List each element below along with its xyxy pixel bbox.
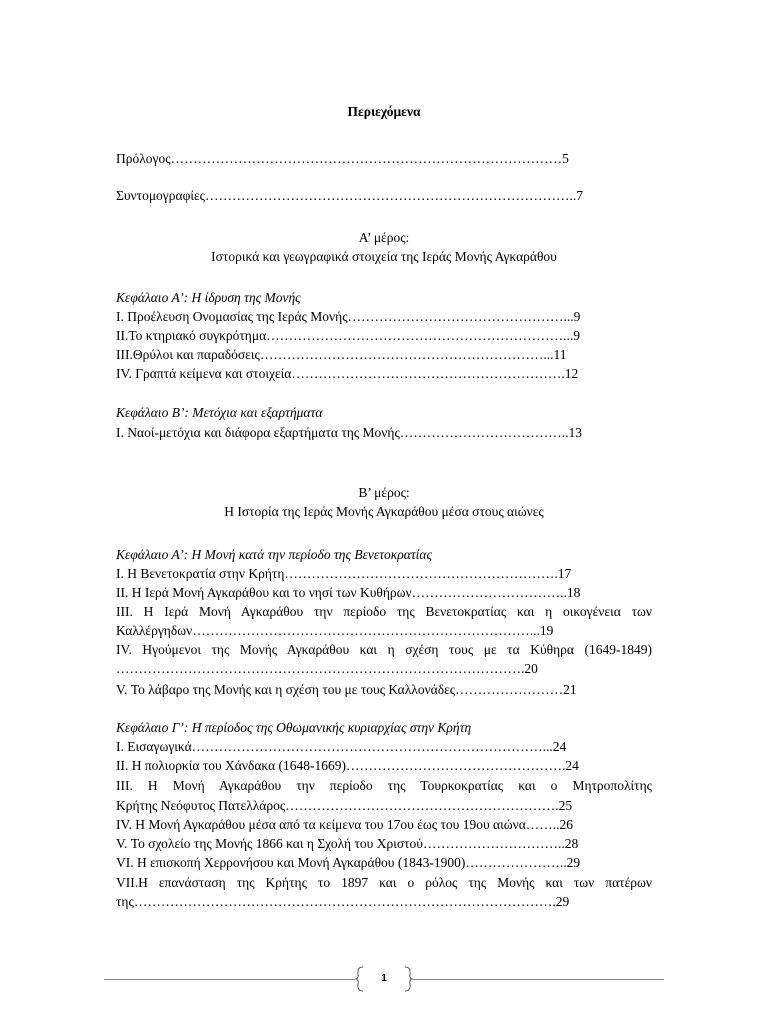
left-brace-icon — [355, 966, 365, 992]
toc-entry: ΙΙ.Το κτηριακό συγκρότημα…………………………………………………………...9 — [116, 328, 581, 343]
toc-entry: Ι. Ναοί-μετόχια και διάφορα εξαρτήματα της Μονής………………………………..13 — [116, 425, 583, 440]
toc-entry: ΙΙΙ. Η Ιερά Μονή Αγκαράθου την περίοδο της Βενετοκρατίας και η οικογένεια των — [116, 604, 652, 619]
part-a-heading: Α’ μέρος: — [358, 230, 410, 245]
footer-rule-left — [104, 979, 355, 980]
page-title: Περιεχόμενα — [347, 104, 421, 119]
toc-entry: V. Το λάβαρο της Μονής και η σχέση του με τους Καλλονάδες……………………21 — [116, 682, 577, 697]
part-b-subtitle: Η Ιστορία της Ιεράς Μονής Αγκαράθου μέσα στους αιώνες — [224, 504, 544, 519]
toc-entry: IV. Ηγούμενοι της Μονής Αγκαράθου και η σχέση τους με τα Κύθηρα (1649-1849) — [116, 642, 652, 657]
toc-entry: ΙΙΙ.Θρύλοι και παραδόσεις………………………………………………………...11 — [116, 347, 567, 362]
page-number: 1 — [381, 973, 387, 984]
toc-entry: Ι. Εισαγωγικά……………………………………………………………………...24 — [116, 739, 567, 754]
chapter-b1-title: Κεφάλαιο Α’: Η Μονή κατά την περίοδο της Βενετοκρατίας — [116, 547, 432, 562]
chapter-a1-title: Κεφάλαιο Α’: Η ίδρυση της Μονής — [116, 290, 301, 305]
toc-entry: ΙΙ. Η πολιορκία του Χάνδακα (1648-1669)………………………………………….24 — [116, 758, 579, 773]
chapter-b3-title: Κεφάλαιο Γ’: Η περίοδος της Οθωμανικής κυριαρχίας στην Κρήτη — [116, 720, 472, 735]
part-b-heading: Β’ μέρος: — [358, 485, 410, 500]
footer-rule-right — [413, 979, 664, 980]
toc-entry: VI. Η επισκοπή Χερρονήσου και Μονή Αγκαράθου (1843-1900)…………………..29 — [116, 855, 581, 870]
toc-entry: Ι. Η Βενετοκρατία στην Κρήτη…………………………………………………….17 — [116, 566, 572, 581]
toc-entry-abbreviations: Συντομογραφίες………………………………………………………………………..7 — [116, 188, 584, 203]
toc-entry: Καλλέργηδων…………………………………………………………………...19 — [116, 623, 554, 638]
part-a-subtitle: Ιστορικά και γεωγραφικά στοιχεία της Ιεράς Μονής Αγκαράθου — [211, 249, 557, 264]
toc-entry: Ι. Προέλευση Ονομασίας της Ιεράς Μονής…………………………………………...9 — [116, 309, 581, 324]
toc-entry: IV. Η Μονή Αγκαράθου μέσα από τα κείμενα του 17ου έως του 19ου αιώνα……..26 — [116, 817, 574, 832]
toc-entry: Κρήτης Νεόφυτος Πατελλάρος…………………………………………………….25 — [116, 798, 573, 813]
toc-entry: IV. Γραπτά κείμενα και στοιχεία…………………………………………………….12 — [116, 366, 579, 381]
toc-entry-prologue: Πρόλογος……………………………………………………………………………5 — [116, 151, 569, 166]
toc-entry: ……………………………………………………………………………….20 — [116, 661, 538, 676]
right-brace-icon — [403, 966, 413, 992]
chapter-a2-title: Κεφάλαιο Β’: Μετόχια και εξαρτήματα — [116, 405, 323, 420]
toc-entry: της………………………………………………………………………………….29 — [116, 894, 570, 909]
toc-entry: V. Το σχολείο της Μονής 1866 και η Σχολή του Χριστού…………………………..28 — [116, 836, 579, 851]
toc-entry: ΙΙΙ. Η Μονή Αγκαράθου την περίοδο της Τουρκοκρατίας και ο Μητροπολίτης — [116, 778, 652, 793]
toc-entry: ΙΙ. Η Ιερά Μονή Αγκαράθου και το νησί των Κυθήρων……………………………..18 — [116, 585, 581, 600]
toc-entry: VII.Η επανάσταση της Κρήτης το 1897 και ο ρόλος της Μονής και των πατέρων — [116, 875, 652, 890]
